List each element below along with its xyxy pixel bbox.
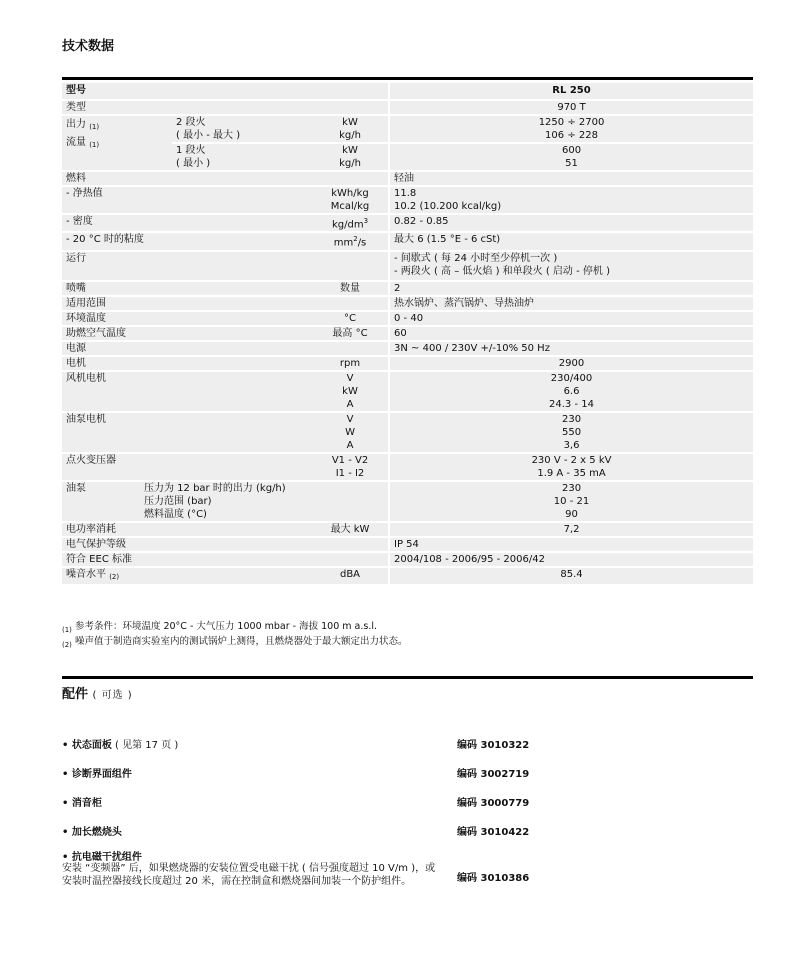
unit: 数量 (312, 282, 388, 295)
value: 106 ÷ 228 (545, 130, 598, 141)
unit: W (345, 426, 355, 438)
value: - 间歇式 ( 每 24 小时至少停机一次 ) (394, 252, 558, 264)
eec-value: 2004/108 - 2006/95 - 2006/42 (390, 553, 753, 566)
table-row (62, 568, 753, 584)
unit: kg/dm (331, 219, 364, 231)
value: 550 (561, 426, 582, 438)
accessory-name: • 消音柜 (62, 798, 102, 809)
table-row (62, 454, 753, 480)
protection-value: IP 54 (390, 538, 753, 551)
accessory-name: • 状态面板 (62, 740, 112, 751)
unit: kg/h (339, 130, 361, 141)
model-label: 型号 (62, 83, 388, 99)
value: 6.6 (563, 385, 580, 397)
table-row (62, 523, 753, 536)
table-row (62, 233, 753, 249)
type-value: 970 T (390, 101, 753, 114)
table-row (62, 553, 753, 566)
unit: A (346, 439, 354, 451)
unit: Mcal/kg (330, 201, 370, 212)
power-supply-value: 3N ~ 400 / 230V +/-10% 50 Hz (390, 342, 753, 355)
unit: 最高 °C (312, 327, 388, 340)
accessory-code: 编码 3010386 (457, 873, 530, 884)
value: 1.9 A - 35 mA (537, 467, 606, 479)
unit: V (346, 413, 354, 425)
output-label: 出力 (66, 119, 86, 130)
viscosity-label: - 20 °C 时的粘度 (62, 233, 312, 249)
unit: kW (342, 117, 358, 128)
value: 10 - 21 (553, 495, 590, 507)
comb-air-value: 60 (390, 327, 753, 340)
fuel-value: 轻油 (390, 172, 753, 185)
value: 230 (561, 413, 582, 425)
density-label: - 密度 (62, 215, 312, 231)
ambient-label: 环境温度 (62, 312, 312, 325)
footnote (62, 633, 407, 649)
footnote-mark: (2) (109, 572, 120, 581)
unit: rpm (312, 357, 388, 370)
unit-tail: /s (357, 237, 367, 249)
noise-label: 噪音水平 (66, 568, 106, 580)
table-row (62, 312, 753, 325)
motor-label: 电机 (62, 357, 312, 370)
nozzle-label: 喷嘴 (62, 282, 312, 295)
table-row (62, 187, 753, 213)
accessory-code: 编码 3000779 (457, 798, 530, 809)
net-heat-label: - 净热值 (62, 187, 312, 213)
table-row (62, 342, 753, 355)
unit: kg/h (339, 158, 361, 169)
unit: °C (312, 312, 388, 325)
table-row (62, 357, 753, 370)
value: 90 (565, 508, 578, 520)
unit: mm (333, 237, 354, 249)
ignition-label: 点火变压器 (62, 454, 312, 480)
viscosity-value: 最大 6 (1.5 °E - 6 cSt) (390, 233, 753, 249)
value: 3,6 (563, 439, 580, 451)
application-value: 热水锅炉、蒸汽锅炉、导热油炉 (390, 297, 753, 310)
table-row (62, 282, 753, 295)
accessory-name: • 诊断界面组件 (62, 769, 132, 780)
accessory-item (62, 736, 178, 751)
accessories-title: 配件 ( 可选 ) (62, 687, 133, 702)
unit: A (346, 398, 354, 410)
stage2-label: 2 段火 (176, 117, 206, 128)
accessory-item (62, 823, 122, 838)
value: 1250 ÷ 2700 (538, 117, 605, 128)
table-row (62, 116, 753, 142)
value: 230 (561, 482, 582, 494)
fuel-label: 燃料 (62, 172, 388, 185)
pump-label: 油泵 (62, 482, 172, 521)
table-row (62, 327, 753, 340)
table-row (62, 172, 753, 185)
stage1-sub: ( 最小 ) (176, 158, 211, 169)
unit: dBA (312, 568, 388, 584)
accessory-note: ( 见第 17 页 ) (111, 740, 179, 751)
unit: kWh/kg (331, 188, 369, 199)
footnote (62, 618, 377, 634)
unit: I1 - I2 (335, 467, 365, 479)
density-value: 0.82 - 0.85 (390, 215, 753, 231)
unit: V (346, 372, 354, 384)
fan-motor-label: 风机电机 (62, 372, 312, 411)
value: - 两段火 ( 高 – 低火焰 ) 和单段火 ( 启动 - 停机 ) (394, 265, 610, 277)
footnote-text: 噪声值于制造商实验室内的测试锅炉上测得，且燃烧器处于最大额定出力状态。 (74, 636, 408, 647)
value: 230 V - 2 x 5 kV (531, 454, 612, 466)
value: 24.3 - 14 (549, 398, 594, 410)
accessory-name: • 抗电磁干扰组件 (62, 852, 142, 863)
pump-param: 燃料温度 (°C) (144, 508, 207, 520)
table-row (62, 413, 753, 452)
unit: V1 - V2 (331, 454, 369, 466)
accessory-name: • 加长燃烧头 (62, 827, 122, 838)
footnote-text: 参考条件：环境温度 20°C - 大气压力 1000 mbar - 海拔 100 m a.s.l. (74, 621, 378, 632)
table-row (62, 538, 753, 551)
footnote-mark: (1) (89, 141, 100, 149)
stage2-sub: ( 最小 - 最大 ) (176, 130, 241, 141)
accessories-subtitle: ( 可选 ) (92, 690, 133, 701)
unit: kW (342, 385, 358, 397)
protection-label: 电气保护等级 (62, 538, 388, 551)
unit-sup: 3 (363, 217, 369, 225)
stage1-label: 1 段火 (176, 145, 206, 156)
application-label: 适用范围 (62, 297, 388, 310)
table-row (62, 482, 753, 521)
accessory-code: 编码 3002719 (457, 769, 530, 780)
page-title: 技术数据 (62, 39, 115, 54)
unit-sup: 2 (353, 235, 358, 244)
value: 11.8 (394, 188, 417, 199)
footnote-mark: (1) (62, 625, 72, 634)
emi-description: 安装 “变频器” 后，如果燃烧器的安装位置受电磁干扰 ( 信号强度超过 10 V/m )，或安装时温控器接线长度超过 20 米，需在控制盒和燃烧器间加装一个防护组件。 (62, 863, 436, 887)
nozzle-value: 2 (390, 282, 753, 295)
power-consumption-label: 电功率消耗 (62, 523, 312, 536)
pump-motor-label: 油泵电机 (62, 413, 312, 452)
footnote-mark: (2) (62, 640, 72, 649)
operation-label: 运行 (62, 252, 388, 280)
spec-table (62, 81, 753, 586)
accessory-item (62, 794, 102, 809)
accessory-code: 编码 3010422 (457, 827, 530, 838)
motor-value: 2900 (390, 357, 753, 370)
unit: 最大 kW (312, 523, 388, 536)
table-row (62, 297, 753, 310)
type-label: 类型 (62, 101, 388, 114)
value: 10.2 (10.200 kcal/kg) (394, 201, 502, 212)
model-value: RL 250 (390, 83, 753, 99)
noise-value: 85.4 (390, 568, 753, 584)
table-row (62, 83, 753, 99)
footnote-mark: (1) (89, 123, 100, 131)
accessory-item (62, 765, 132, 780)
accessory-item (62, 848, 142, 863)
value: 51 (565, 158, 578, 169)
ambient-value: 0 - 40 (390, 312, 753, 325)
table-row (62, 101, 753, 114)
table-row (62, 252, 753, 280)
table-row (62, 215, 753, 231)
table-row (62, 372, 753, 411)
section-rule (62, 77, 753, 80)
flow-label: 流量 (66, 137, 86, 148)
unit: kW (342, 145, 358, 156)
comb-air-label: 助燃空气温度 (62, 327, 312, 340)
power-supply-label: 电源 (62, 342, 388, 355)
value: 600 (561, 145, 582, 156)
value: 230/400 (550, 372, 593, 384)
section-rule (62, 676, 753, 679)
pump-param: 压力范围 (bar) (144, 495, 212, 507)
accessory-code: 编码 3010322 (457, 740, 530, 751)
eec-label: 符合 EEC 标准 (62, 553, 388, 566)
pump-param: 压力为 12 bar 时的出力 (kg/h) (144, 482, 286, 494)
power-consumption-value: 7,2 (390, 523, 753, 536)
